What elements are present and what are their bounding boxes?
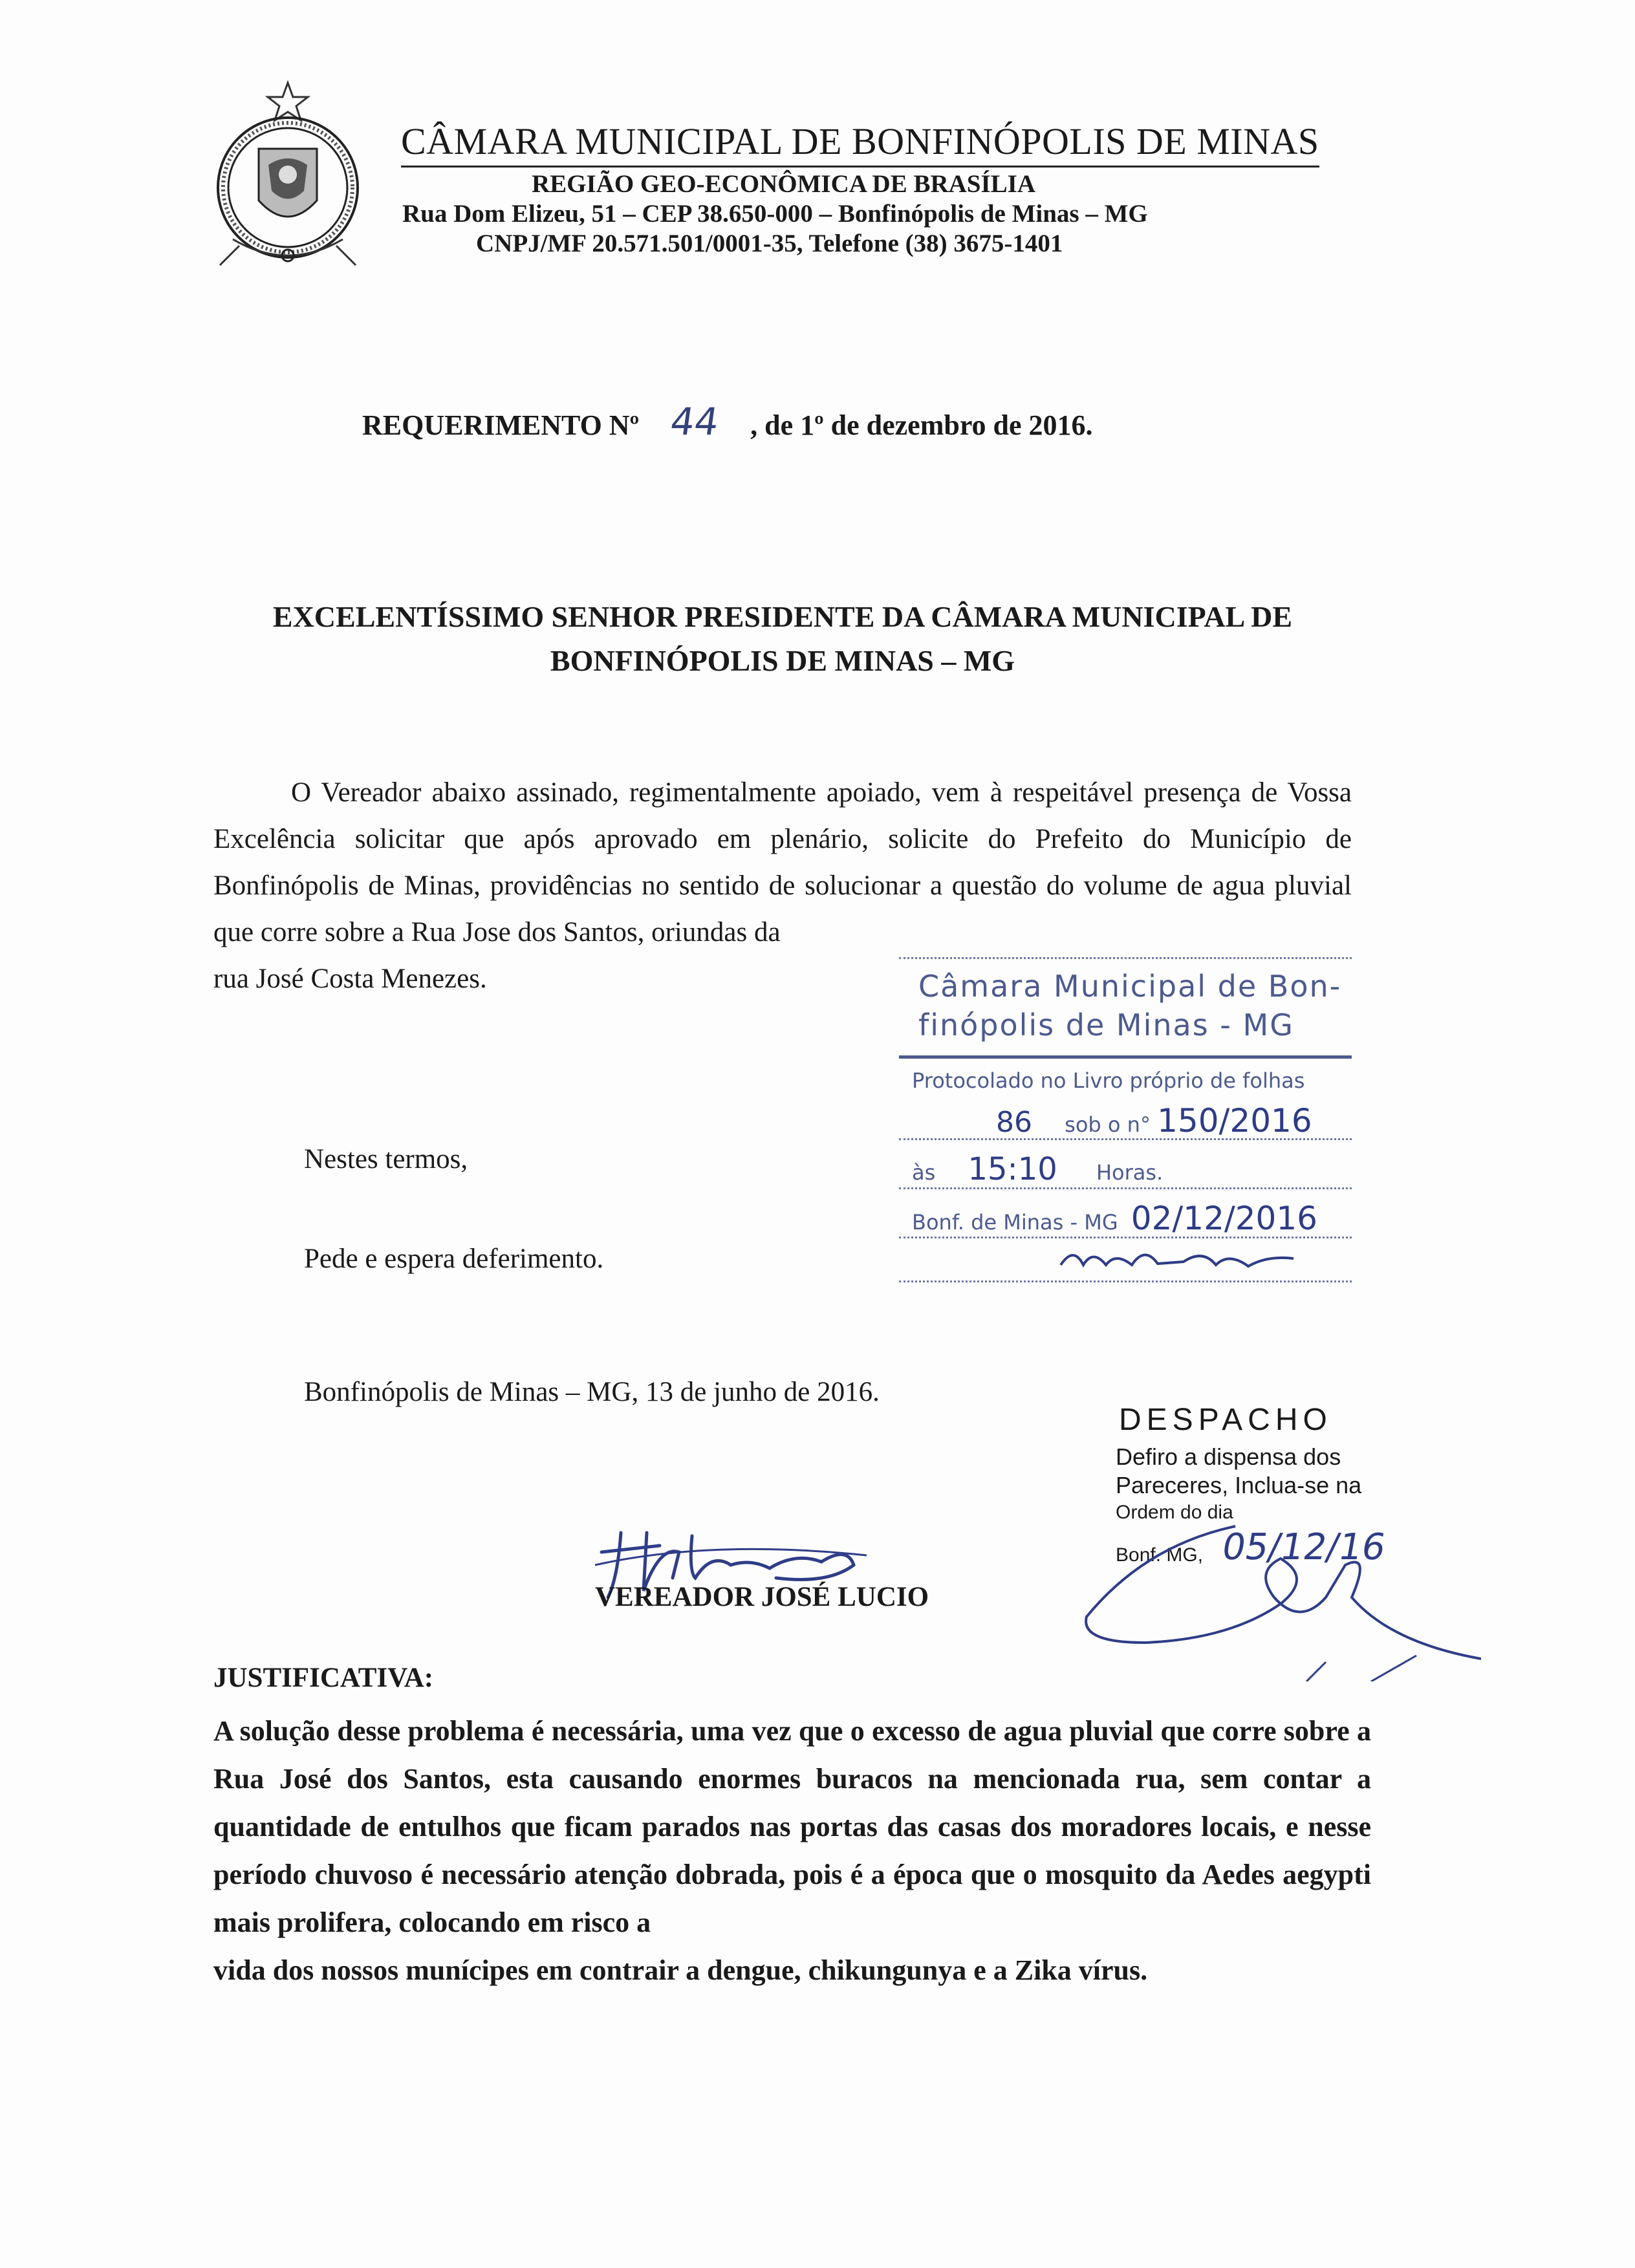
despacho-title: DESPACHO [1119,1403,1332,1437]
addressee [213,595,1352,683]
stamp-protocol-number: 150/2016 [1157,1102,1312,1139]
stamp-folha-row [996,1102,1312,1139]
protocol-stamp [899,957,1352,1287]
despacho-line-3: Ordem do dia [1116,1502,1233,1523]
councilman-name: VEREADOR JOSÉ LUCIO [595,1582,929,1612]
despacho-date: 05/12/16 [1218,1526,1389,1568]
requerimento-number: 44 [667,400,722,444]
justification-text: A solução desse problema é necessária, uma vez que o excesso de agua pluvial que corre sobre a Rua José dos Santos, esta causando enormes buracos na mencionada rua, sem contar a quantidade de entulhos que ficam parados nas portas das casas dos moradores locais, e nesse período chuvoso é necessário atenção dobrada, pois é a época que o mosquito da Aedes aegypti mais prolifera, colocando em risco a [213,1715,1371,1938]
request-paragraph: O Vereador abaixo assinado, regimentalmente apoiado, vem à respeitável presença de Vossa Excelência solicitar que após aprovado em plenário, solicite do Prefeito do Município de Bonfinópolis de Minas, providências no sentido de solucionar a questão do volume de agua pluvial que corre sobre a Rua Jose dos Santos, oriundas da [213,777,1352,947]
stamp-clerk-signature [1054,1239,1300,1284]
president-signature [1067,1487,1481,1681]
despacho-place: Bonf. MG, [1116,1544,1204,1566]
justification-label: JUSTIFICATIVA: [213,1663,434,1693]
region-line: REGIÃO GEO-ECONÔMICA DE BRASÍLIA [532,170,1036,198]
stamp-horas-label: Horas. [1096,1160,1164,1185]
justification-text-end: vida dos nossos munícipes em contrair a dengue, chikungunya e a Zika vírus. [213,1954,1148,1986]
stamp-sob-label: sob o n° [1065,1112,1151,1137]
despacho-line-2: Pareceres, Inclua-se na [1116,1472,1362,1498]
request-paragraph-end: rua José Costa Menezes. [213,964,487,994]
stamp-line-2: finópolis de Minas - MG [918,1008,1294,1042]
requerimento-date: , de 1º de dezembro de 2016. [750,409,1093,441]
cnpj-line: CNPJ/MF 20.571.501/0001-35, Telefone (38) 3675-1401 [476,230,1063,257]
requerimento-prefix: REQUERIMENTO Nº [362,409,640,441]
stamp-time-row [912,1151,1163,1187]
address-line: Rua Dom Elizeu, 51 – CEP 38.650-000 – Bonfinópolis de Minas – MG [402,200,1148,228]
stamp-time: 15:10 [968,1151,1057,1187]
stamp-as-label: às [912,1160,936,1185]
municipal-seal-logo [194,78,382,272]
stamp-date-row [912,1200,1317,1237]
stamp-line-3: Protocolado no Livro próprio de folhas [912,1068,1305,1093]
stamp-date: 02/12/2016 [1131,1200,1317,1237]
place-date: Bonfinópolis de Minas – MG, 13 de junho de 2016. [304,1377,880,1407]
addressee-line-2: BONFINÓPOLIS DE MINAS – MG [550,644,1015,677]
closing-request: Pede e espera deferimento. [304,1244,604,1274]
requerimento-heading [362,400,1093,444]
justification-body [213,1707,1371,1994]
addressee-line-1: EXCELENTÍSSIMO SENHOR PRESIDENTE DA CÂMARA MUNICIPAL DE [272,600,1293,633]
despacho-line-1: Defiro a dispensa dos [1116,1443,1341,1470]
stamp-line-1: Câmara Municipal de Bon- [918,969,1342,1004]
closing-terms: Nestes termos, [304,1144,468,1174]
stamp-folha-number: 86 [996,1106,1032,1139]
chamber-title: CÂMARA MUNICIPAL DE BONFINÓPOLIS DE MINAS [401,118,1319,167]
stamp-local: Bonf. de Minas - MG [912,1210,1118,1235]
